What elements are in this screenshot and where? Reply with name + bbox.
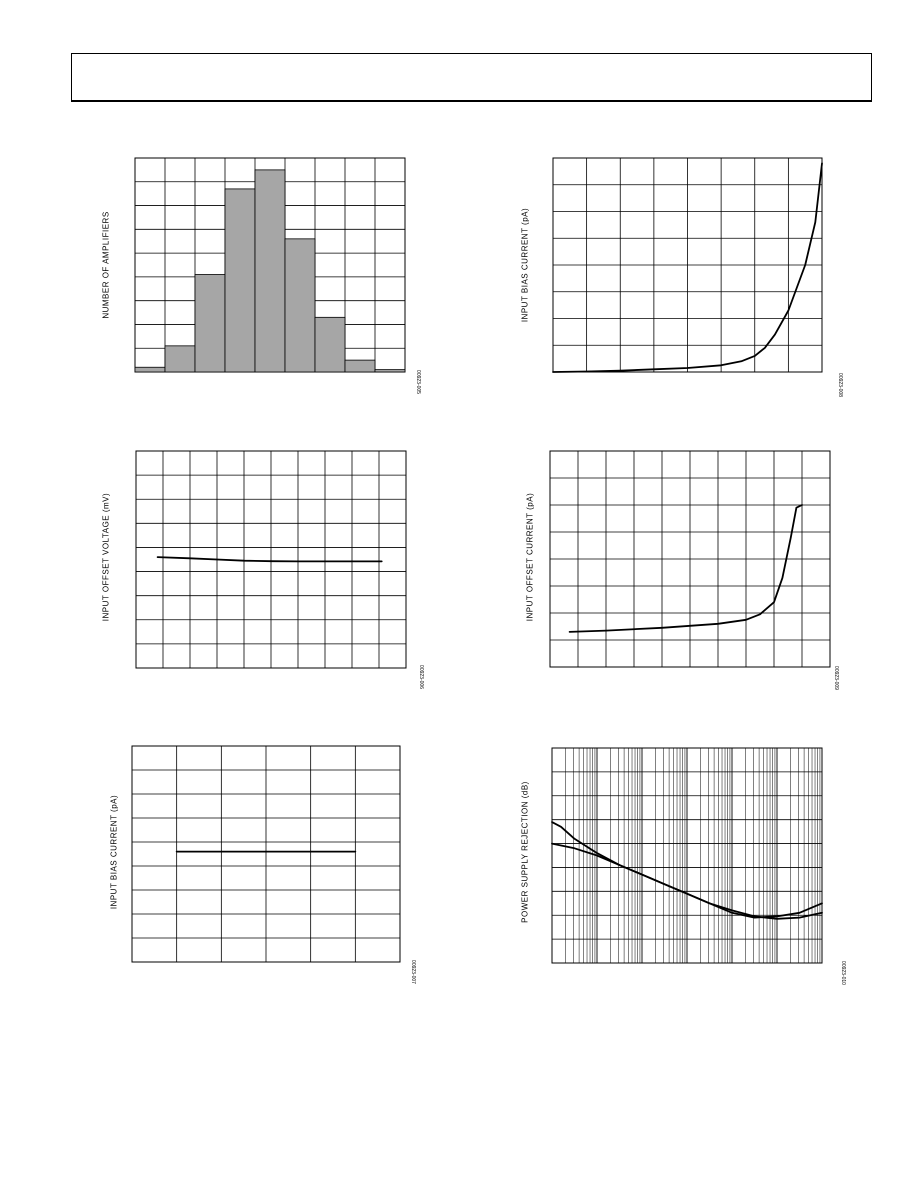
- power-supply-rejection-plot: [510, 740, 850, 990]
- input-bias-current-flat-plot: [95, 740, 425, 990]
- input-bias-current-curve-chart: [510, 150, 850, 400]
- y-axis-label: INPUT BIAS CURRENT (pA): [109, 794, 119, 910]
- y-axis-label: INPUT OFFSET VOLTAGE (mV): [101, 492, 111, 622]
- series-line: [158, 557, 382, 561]
- histogram-bar: [285, 239, 315, 372]
- input-offset-voltage-chart: [95, 445, 425, 695]
- input-bias-current-flat-chart: [95, 740, 425, 990]
- histogram-plot: [95, 150, 425, 400]
- input-offset-current-plot: [510, 445, 850, 695]
- figure-id: 00923-010: [840, 961, 846, 985]
- histogram-bar: [375, 370, 405, 372]
- histogram-bar: [345, 360, 375, 372]
- histogram-chart: [95, 150, 425, 400]
- histogram-bar: [255, 170, 285, 372]
- page-header-box: [71, 53, 872, 102]
- histogram-bar: [225, 189, 255, 372]
- power-supply-rejection-chart: [510, 740, 850, 990]
- figure-id: 00923-008: [837, 373, 843, 397]
- y-axis-label: POWER SUPPLY REJECTION (dB): [520, 781, 530, 923]
- figure-id: 00923-007: [410, 960, 416, 984]
- figure-id: 00923-006: [418, 665, 424, 689]
- input-offset-current-chart: [510, 445, 850, 695]
- figure-id: 00923-009: [833, 666, 839, 690]
- histogram-bar: [165, 346, 195, 372]
- figure-id: 00923-005: [415, 370, 421, 394]
- histogram-bar: [135, 367, 165, 372]
- input-bias-current-plot: [510, 150, 850, 400]
- y-axis-label: NUMBER OF AMPLIFIERS: [101, 211, 111, 319]
- y-axis-label: INPUT OFFSET CURRENT (pA): [525, 492, 535, 622]
- histogram-bar: [195, 275, 225, 372]
- y-axis-label: INPUT BIAS CURRENT (pA): [520, 207, 530, 323]
- histogram-bar: [315, 317, 345, 372]
- input-offset-voltage-plot: [95, 445, 425, 695]
